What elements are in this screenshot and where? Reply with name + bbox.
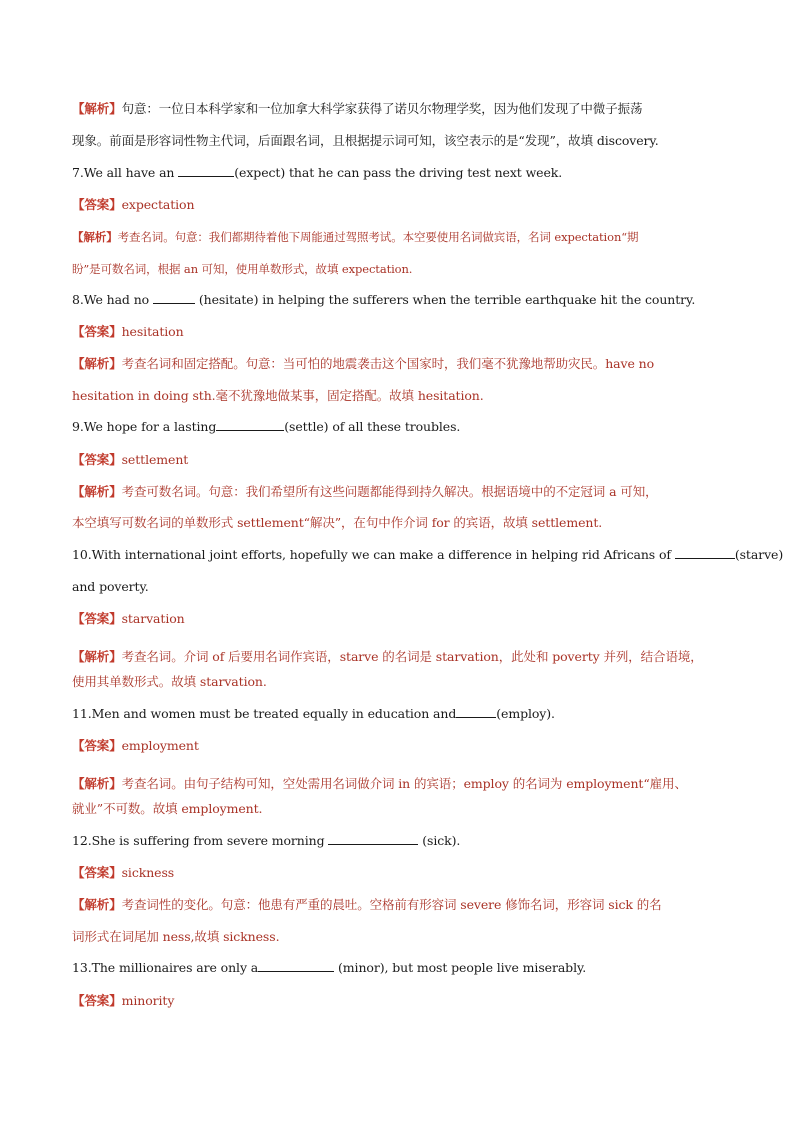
q7-text-post: (expect) that he can pass the driving test next week.	[234, 165, 563, 180]
q11-analysis-text: 考查名词。由句子结构可知，空处需用名词做介词 in 的宾语；employ 的名词为 employment“雇用、	[121, 776, 687, 791]
q12-text-post: (sick).	[418, 833, 461, 848]
q9-text-pre: 9.We hope for a lasting	[72, 419, 217, 434]
answer-tag: 【答案】	[72, 197, 122, 212]
q7-analysis-text: 考查名词。句意：我们都期待着他下周能通过驾照考试。本空要使用名词做宾语，名词 expectation“期	[117, 230, 639, 244]
q8-text-pre: 8.We had no	[72, 292, 153, 307]
q12-answer-text: sickness	[121, 865, 175, 880]
q10-text-pre: 10.With international joint efforts, hopefully we can make a difference in helping rid Africans of	[72, 547, 675, 562]
q9-answer-text: settlement	[121, 452, 189, 467]
q6-analysis-line1	[72, 100, 753, 118]
q10-answer-text: starvation	[121, 611, 185, 626]
analysis-tag: 【解析】	[72, 101, 122, 116]
q7-analysis-line2: 盼”是可数名词，根据 an 可知，使用单数形式，故填 expectation.	[72, 262, 413, 276]
q6-analysis-line2: 现象。前面是形容词性物主代词，后面跟名词，且根据提示词可知，该空表示的是“发现”，故填 discovery.	[72, 133, 659, 148]
q11-analysis-line1	[72, 775, 753, 793]
q12-analysis-line1	[72, 896, 753, 914]
q11-analysis-line2: 就业”不可数。故填 employment.	[72, 801, 263, 816]
q12-analysis-line2: 词形式在词尾加 ness,故填 sickness.	[72, 929, 280, 944]
q11-text-pre: 11.Men and women must be treated equally in education and	[72, 706, 457, 721]
q8-analysis-text: 考查名词和固定搭配。句意：当可怕的地震袭击这个国家时，我们毫不犹豫地帮助灾民。have no	[121, 356, 655, 371]
question-13	[72, 959, 753, 977]
q8-answer	[72, 323, 753, 341]
q13-text-pre: 13.The millionaires are only a	[72, 960, 259, 975]
answer-tag: 【答案】	[72, 865, 122, 880]
question-9	[72, 418, 753, 436]
q9-answer	[72, 451, 753, 469]
q9-analysis-text: 考查可数名词。句意：我们希望所有这些问题都能得到持久解决。根据语境中的不定冠词 a 可知，	[121, 484, 658, 499]
q11-answer-text: employment	[121, 738, 199, 753]
analysis-tag: 【解析】	[72, 897, 122, 912]
question-10-line2: and poverty.	[72, 579, 149, 594]
q11-answer	[72, 737, 753, 755]
q10-blank	[675, 546, 735, 559]
q8-analysis-line2: hesitation in doing sth.毫不犹豫地做某事，固定搭配。故填 hesitation.	[72, 388, 484, 403]
q13-answer	[72, 992, 753, 1010]
q12-blank	[328, 832, 418, 845]
q8-text-post: (hesitate) in helping the sufferers when the terrible earthquake hit the country.	[194, 292, 696, 307]
q9-text-post: (settle) of all these troubles.	[284, 419, 461, 434]
q12-analysis-text: 考查词性的变化。句意：他患有严重的晨吐。空格前有形容词 severe 修饰名词，形容词 sick 的名	[121, 897, 662, 912]
answer-tag: 【答案】	[72, 738, 122, 753]
question-10	[72, 546, 784, 564]
q7-answer	[72, 196, 753, 214]
analysis-tag: 【解析】	[72, 776, 122, 791]
q7-blank	[178, 164, 234, 177]
q10-answer	[72, 610, 753, 628]
q10-text-post: (starve)	[734, 547, 784, 562]
question-11	[72, 705, 753, 723]
q10-analysis-line1	[72, 648, 753, 666]
q9-blank	[216, 418, 284, 431]
q13-blank	[258, 959, 334, 972]
q11-blank	[456, 705, 496, 718]
q7-text-pre: 7.We all have an	[72, 165, 179, 180]
answer-tag: 【答案】	[72, 452, 122, 467]
q13-answer-text: minority	[121, 993, 175, 1008]
answer-tag: 【答案】	[72, 611, 122, 626]
answer-tag: 【答案】	[72, 993, 122, 1008]
q13-text-post: (minor), but most people live miserably.	[334, 960, 587, 975]
analysis-tag: 【解析】	[72, 484, 122, 499]
question-7	[72, 164, 753, 182]
question-8	[72, 291, 753, 309]
q9-analysis-line1	[72, 483, 753, 501]
q8-blank	[153, 291, 195, 304]
q7-analysis-line1	[72, 228, 753, 246]
q7-answer-text: expectation	[121, 197, 195, 212]
analysis-tag: 【解析】	[72, 356, 122, 371]
q8-answer-text: hesitation	[121, 324, 184, 339]
q6-analysis-text: 句意：一位日本科学家和一位加拿大科学家获得了诺贝尔物理学奖，因为他们发现了中微子振荡	[121, 101, 643, 116]
q8-analysis-line1	[72, 355, 753, 373]
q10-analysis-text: 考查名词。介词 of 后要用名词作宾语，starve 的名词是 starvation，此处和 poverty 并列，结合语境，	[121, 649, 703, 664]
analysis-tag: 【解析】	[72, 230, 118, 244]
question-12	[72, 832, 753, 850]
q9-analysis-line2: 本空填写可数名词的单数形式 settlement“解决”，在句中作介词 for 的宾语，故填 settlement.	[72, 515, 603, 530]
q12-answer	[72, 864, 753, 882]
q11-text-post: (employ).	[496, 706, 555, 721]
analysis-tag: 【解析】	[72, 649, 122, 664]
q12-text-pre: 12.She is suffering from severe morning	[72, 833, 329, 848]
answer-tag: 【答案】	[72, 324, 122, 339]
q10-analysis-line2: 使用其单数形式。故填 starvation.	[72, 674, 267, 689]
